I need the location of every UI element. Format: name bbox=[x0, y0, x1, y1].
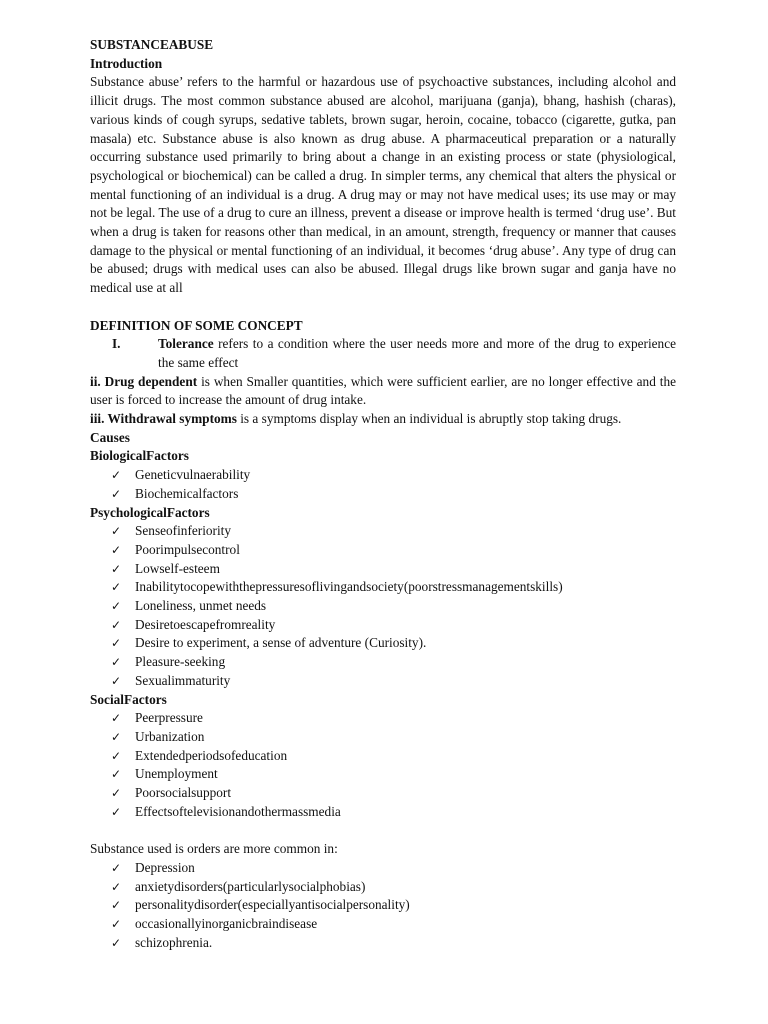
list-item bbox=[90, 915, 676, 934]
checkmark-icon: ✓ bbox=[111, 561, 122, 576]
list-item-text: Poorsocialsupport bbox=[135, 785, 232, 801]
list-item bbox=[90, 896, 676, 915]
document-page bbox=[90, 36, 676, 952]
checkmark-icon: ✓ bbox=[111, 767, 122, 782]
list-item bbox=[90, 466, 676, 485]
list-item-text: Pleasure-seeking bbox=[135, 654, 226, 670]
list-item bbox=[90, 485, 676, 504]
list-item bbox=[90, 634, 676, 653]
list-item-text: personalitydisorder(especiallyantisocialpersonality) bbox=[135, 897, 410, 913]
checkmark-icon: ✓ bbox=[111, 599, 122, 614]
checkmark-icon: ✓ bbox=[111, 468, 122, 483]
list-item-text: Sexualimmaturity bbox=[135, 672, 231, 688]
list-item-text: Effectsoftelevisionandothermassmedia bbox=[135, 803, 341, 819]
list-item-text: schizophrenia. bbox=[135, 934, 213, 950]
list-item bbox=[90, 859, 676, 878]
intro-paragraph: Substance abuse’ refers to the harmful or hazardous use of psychoactive substances, including alcohol and illicit drugs. The most common substance abused are alcohol, marijuana (ganja), bhang, hashish (charas), various kinds of cough syrups, sedative tablets, brown sugar, heroin, cocaine, tobacco (cigarette, gutka, pan masala) etc. Substance abuse is also known as drug abuse. A pharmaceutical preparation or a naturally occurring substance used primarily to bring about a change in an existing process or state (physiological, psychological or biochemical) can be called a drug. In simpler terms, any chemical that alters the physical or mental functioning of an individual is a drug. A drug may or may not have medical uses; its use may or may not be legal. The use of a drug to cure an illness, prevent a disease or improve health is termed ‘drug use’. But when a drug is taken for reasons other than medical, in an amount, strength, frequency or manner that causes damage to the physical or mental functioning of an individual, it becomes ‘drug abuse’. Any type of drug can be abused; drugs with medical uses can also be abused. Illegal drugs like brown sugar and ganja have no medical use at all bbox=[90, 74, 676, 296]
list-item bbox=[90, 578, 676, 597]
checkmark-icon: ✓ bbox=[111, 542, 122, 557]
list-item bbox=[90, 934, 676, 953]
list-item bbox=[90, 597, 676, 616]
definition-text: refers to a condition where the user needs more and more of the drug to experience the same effect bbox=[158, 336, 676, 370]
list-item-text: Senseofinferiority bbox=[135, 523, 232, 539]
list-item bbox=[90, 747, 676, 766]
definition-body bbox=[158, 335, 676, 372]
psychological-heading: PsychologicalFactors bbox=[90, 504, 210, 520]
spacer bbox=[90, 822, 676, 841]
definition-tolerance bbox=[90, 335, 676, 372]
causes-heading: Causes bbox=[90, 429, 130, 445]
list-item bbox=[90, 709, 676, 728]
list-item-text: Urbanization bbox=[135, 729, 205, 744]
list-item bbox=[90, 728, 676, 747]
list-item-text: Desire to experiment, a sense of adventure (Curiosity). bbox=[135, 635, 427, 651]
definition-term: iii. Withdrawal symptoms bbox=[90, 411, 237, 427]
checkmark-icon: ✓ bbox=[111, 860, 122, 875]
list-item bbox=[90, 653, 676, 672]
list-item-text: occasionallyinorganicbraindisease bbox=[135, 916, 318, 932]
list-item-text: Extendedperiodsofeducation bbox=[135, 747, 288, 763]
checkmark-icon: ✓ bbox=[111, 730, 122, 744]
biological-heading: BiologicalFactors bbox=[90, 448, 189, 464]
checkmark-icon: ✓ bbox=[111, 636, 122, 651]
list-item-text: Depression bbox=[135, 859, 195, 875]
biological-list bbox=[90, 466, 676, 503]
checkmark-icon: ✓ bbox=[111, 524, 122, 539]
checkmark-icon: ✓ bbox=[111, 673, 122, 688]
disorders-intro: Substance used is orders are more common in: bbox=[90, 841, 338, 857]
definition-drug-dependent bbox=[90, 373, 676, 410]
psychological-list bbox=[90, 522, 676, 690]
checkmark-icon: ✓ bbox=[111, 580, 122, 595]
list-item bbox=[90, 541, 676, 560]
definition-text: is when Smaller quantities, which were sufficient earlier, are no longer effective and the user is forced to increase the amount of drug intake. bbox=[90, 373, 676, 408]
checkmark-icon: ✓ bbox=[111, 917, 122, 932]
social-heading: SocialFactors bbox=[90, 691, 167, 707]
list-item bbox=[90, 616, 676, 635]
checkmark-icon: ✓ bbox=[111, 486, 122, 501]
definition-text: is a symptoms display when an individual is abruptly stop taking drugs. bbox=[236, 411, 622, 427]
list-item-text: Peerpressure bbox=[135, 710, 203, 726]
list-item-text: Desiretoescapefromreality bbox=[135, 616, 276, 632]
definitions-heading: DEFINITION OF SOME CONCEPT bbox=[90, 317, 303, 333]
list-item bbox=[90, 522, 676, 541]
list-item-text: Lowself-esteem bbox=[135, 560, 220, 576]
list-item-text: Unemployment bbox=[135, 766, 218, 782]
intro-heading: Introduction bbox=[90, 55, 163, 71]
definition-number: I. bbox=[112, 336, 121, 352]
document-title: SUBSTANCEABUSE bbox=[90, 37, 214, 52]
checkmark-icon: ✓ bbox=[111, 804, 122, 819]
checkmark-icon: ✓ bbox=[111, 748, 122, 763]
checkmark-icon: ✓ bbox=[111, 935, 122, 950]
list-item bbox=[90, 560, 676, 579]
checkmark-icon: ✓ bbox=[111, 617, 122, 632]
definition-term: ii. Drug dependent bbox=[90, 373, 198, 389]
list-item bbox=[90, 784, 676, 803]
checkmark-icon: ✓ bbox=[111, 898, 122, 913]
definition-withdrawal bbox=[90, 410, 676, 429]
list-item-text: anxietydisorders(particularlysocialphobias) bbox=[135, 878, 366, 894]
checkmark-icon: ✓ bbox=[111, 786, 122, 801]
list-item bbox=[90, 672, 676, 691]
checkmark-icon: ✓ bbox=[111, 879, 122, 894]
checkmark-icon: ✓ bbox=[111, 655, 122, 670]
list-item-text: Poorimpulsecontrol bbox=[135, 541, 240, 557]
list-item bbox=[90, 765, 676, 784]
checkmark-icon: ✓ bbox=[111, 711, 122, 726]
list-item bbox=[90, 803, 676, 822]
list-item-text: Inabilitytocopewiththepressuresoflivingandsociety(poorstressmanagementskills) bbox=[135, 579, 563, 595]
spacer bbox=[90, 298, 676, 317]
disorders-list bbox=[90, 859, 676, 953]
list-item-text: Geneticvulnaerability bbox=[135, 467, 251, 483]
definition-term: Tolerance bbox=[158, 336, 214, 352]
list-item bbox=[90, 878, 676, 897]
social-list bbox=[90, 709, 676, 821]
list-item-text: Biochemicalfactors bbox=[135, 485, 239, 501]
list-item-text: Loneliness, unmet needs bbox=[135, 598, 267, 614]
